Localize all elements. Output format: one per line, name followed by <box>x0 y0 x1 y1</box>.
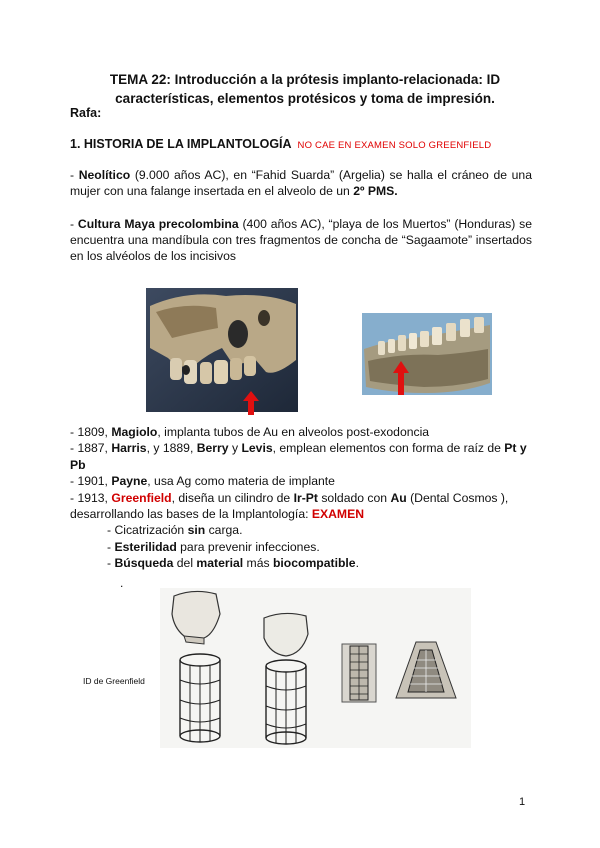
stray-dot: . <box>120 576 124 590</box>
bold-term: sin <box>187 523 206 538</box>
bold-term: Magiolo <box>111 425 158 439</box>
bold-term: Berry <box>196 441 229 456</box>
bold-term: biocompatible <box>272 556 356 571</box>
text: soldado con <box>317 490 391 505</box>
text: (Dental Cosmos ), desarrollando las bases de la Implantología: <box>70 490 509 522</box>
exam-note: NO CAE EN EXAMEN SOLO GREENFIELD <box>297 140 492 151</box>
author-label: Rafa: <box>70 106 102 120</box>
history-item-harris <box>70 440 532 473</box>
dash: - <box>70 217 78 231</box>
title-line-1: TEMA 22: Introducción a la prótesis implanto-relacionada: ID <box>109 72 501 87</box>
text: del <box>173 556 197 571</box>
bold-term: Au <box>390 490 407 505</box>
paragraph-neolithic <box>70 167 532 199</box>
text: - <box>107 539 115 554</box>
sub-item-esterilidad <box>70 539 532 555</box>
text: - 1887, <box>70 441 112 456</box>
title-line-2: características, elementos protésicos y toma de impresión. <box>115 91 495 106</box>
exam-highlight: EXAMEN <box>311 507 365 522</box>
text: y <box>228 441 242 456</box>
photo-neolithic-skull <box>146 288 298 412</box>
history-list <box>70 424 532 572</box>
bold-term: Cultura Maya precolombina <box>77 217 239 231</box>
text: , implanta tubos de Au en alveolos post-exodoncia <box>157 425 430 439</box>
bold-term: Payne <box>111 474 148 489</box>
text: - 1901, <box>70 474 112 489</box>
bold-term: Búsqueda <box>114 556 174 571</box>
bold-term: Ir-Pt <box>293 490 318 505</box>
dash: - <box>70 168 79 182</box>
page-number: 1 <box>519 796 526 808</box>
document-title <box>70 70 540 108</box>
sub-item-busqueda <box>70 555 532 571</box>
bold-term: Levis <box>241 441 273 456</box>
text: , diseña un cilindro de <box>171 490 294 505</box>
paragraph-maya <box>70 216 532 264</box>
bold-term: Neolítico <box>78 168 131 182</box>
history-item-magiolo <box>70 424 532 440</box>
sub-item-cicatrizacion <box>70 522 532 538</box>
text: para prevenir infecciones. <box>176 539 320 554</box>
bold-term: Harris <box>111 441 147 456</box>
text: - 1809, <box>70 425 112 439</box>
section-title: 1. HISTORIA DE LA IMPLANTOLOGÍA <box>70 137 292 151</box>
text: , y 1889, <box>146 441 197 456</box>
text: , usa Ag como materia de implante <box>147 474 335 489</box>
bold-term: Esterilidad <box>114 539 177 554</box>
bold-term: Pt y Pb <box>70 441 527 472</box>
bold-term: 2º PMS. <box>353 184 398 198</box>
section-heading <box>70 137 491 151</box>
text: - 1913, <box>70 490 112 505</box>
text: carga. <box>205 523 243 538</box>
figure-caption: ID de Greenfield <box>83 676 145 686</box>
history-item-payne <box>70 473 532 489</box>
bold-term: material <box>196 556 244 571</box>
figure-greenfield-implant <box>160 588 471 748</box>
text: - Cicatrización <box>107 523 188 538</box>
text: , emplean elementos con forma de raíz de <box>272 441 505 456</box>
text: - <box>107 556 115 571</box>
history-item-greenfield <box>70 490 532 523</box>
highlight-term: Greenfield <box>111 490 172 505</box>
text: más <box>243 556 273 571</box>
red-arrow-icon <box>393 361 409 395</box>
text: (400 años AC), “playa de los Muertos” (Honduras) se encuentra una mandíbula con tres fragmentos de concha de “Sagaamote” insertados en los alvéolos de los incisivos <box>70 217 533 263</box>
text: (9.000 años AC), en “Fahid Suarda” (Argelia) se halla el cráneo de una mujer con una falange insertada en el alveolo de un <box>70 168 532 198</box>
text: . <box>355 556 359 571</box>
red-arrow-icon <box>243 391 259 415</box>
photo-maya-mandible <box>362 313 492 395</box>
